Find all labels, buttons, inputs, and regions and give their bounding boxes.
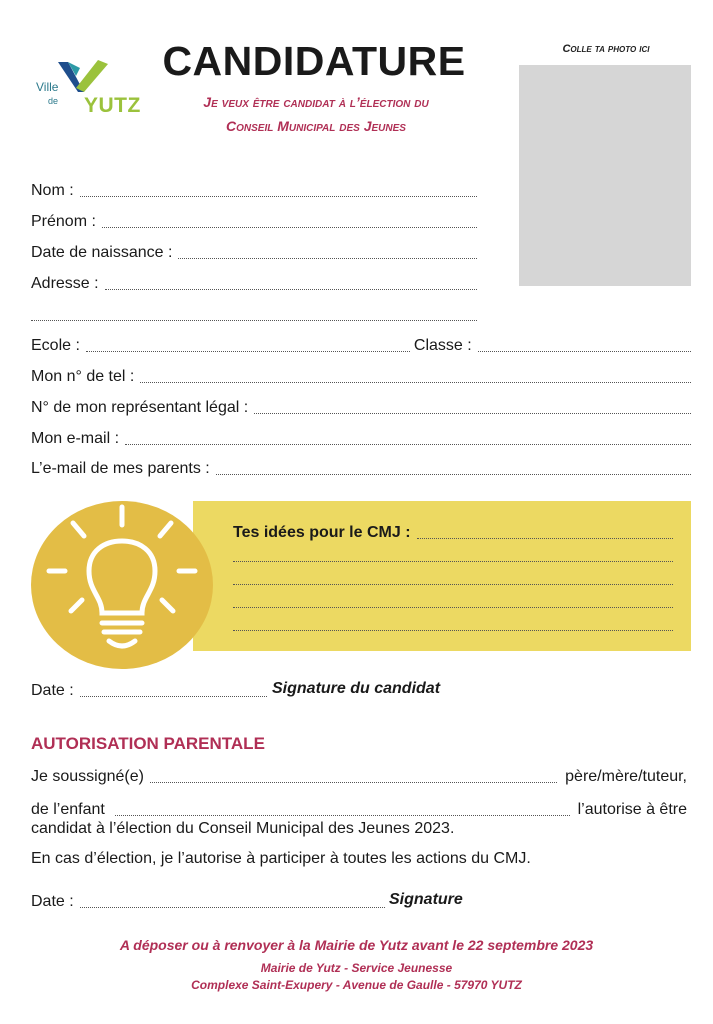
- classe-dots[interactable]: [478, 337, 691, 352]
- adresse-dots[interactable]: [105, 275, 477, 290]
- logo-y-mark: [54, 58, 124, 94]
- photo-label: Colle ta photo ici: [562, 43, 650, 55]
- lightbulb-icon: [31, 501, 213, 669]
- ideas-dots-3[interactable]: [233, 570, 673, 585]
- representant-label: N° de mon représentant légal :: [31, 399, 249, 416]
- subtitle-line2: Conseil Municipal des Jeunes: [226, 118, 406, 134]
- email-parents-label: L’e-mail de mes parents :: [31, 460, 210, 477]
- logo-yutz: YUTZ: [84, 94, 141, 117]
- ideas-dots-2[interactable]: [233, 547, 673, 562]
- soussigne-dots[interactable]: [150, 768, 557, 783]
- election-line: En cas d’élection, je l’autorise à participer à toutes les actions du CMJ.: [31, 850, 531, 867]
- adresse-field-line2[interactable]: [31, 302, 477, 324]
- ideas-field[interactable]: [233, 520, 673, 542]
- ideas-line-3[interactable]: [233, 566, 673, 588]
- nom-dots[interactable]: [80, 182, 477, 197]
- tel-dots[interactable]: [140, 368, 691, 383]
- logo-de: de: [48, 96, 59, 106]
- soussigne-row[interactable]: [31, 764, 687, 786]
- email-field[interactable]: [31, 426, 691, 448]
- tel-label: Mon n° de tel :: [31, 368, 135, 385]
- date-candidat-field[interactable]: [31, 678, 267, 700]
- date-naissance-label: Date de naissance :: [31, 244, 173, 261]
- date-parent-label: Date :: [31, 893, 74, 910]
- adresse-dots-2[interactable]: [31, 306, 477, 321]
- adresse-field[interactable]: [31, 271, 477, 293]
- footer-service: Mairie de Yutz - Service Jeunesse: [260, 961, 453, 975]
- signature-candidat-label: Signature du candidat: [272, 680, 441, 697]
- prenom-field[interactable]: [31, 209, 477, 231]
- adresse-label: Adresse :: [31, 275, 99, 292]
- tel-field[interactable]: [31, 364, 691, 386]
- footer-address: Complexe Saint-Exupery - Avenue de Gaulle - 57970 YUTZ: [191, 978, 522, 992]
- date-candidat-label: Date :: [31, 682, 74, 699]
- date-parent-dots[interactable]: [80, 893, 385, 908]
- enfant-row[interactable]: [31, 797, 687, 819]
- subtitle-line1: Je veux être candidat à l’élection du: [203, 94, 429, 110]
- nom-field[interactable]: [31, 178, 477, 200]
- ideas-dots-1[interactable]: [417, 524, 673, 539]
- date-naissance-dots[interactable]: [178, 244, 477, 259]
- email-parents-field[interactable]: [31, 456, 691, 478]
- enfant-dots[interactable]: [115, 801, 570, 816]
- page-title: CANDIDATURE: [162, 38, 466, 84]
- prenom-dots[interactable]: [102, 213, 477, 228]
- email-label: Mon e-mail :: [31, 430, 120, 447]
- candidat-line: candidat à l’élection du Conseil Municipal des Jeunes 2023.: [31, 820, 455, 837]
- ecole-dots[interactable]: [86, 337, 410, 352]
- prenom-label: Prénom :: [31, 213, 96, 230]
- ideas-line-5[interactable]: [233, 612, 673, 634]
- date-parent-field[interactable]: [31, 889, 385, 911]
- email-dots[interactable]: [125, 430, 691, 445]
- ecole-label: Ecole :: [31, 337, 80, 354]
- enfant-label: de l’enfant: [31, 801, 105, 818]
- classe-label: Classe :: [413, 337, 472, 354]
- nom-label: Nom :: [31, 182, 74, 199]
- ideas-line-2[interactable]: [233, 543, 673, 565]
- email-parents-dots[interactable]: [216, 460, 691, 475]
- parent-role-label: père/mère/tuteur,: [565, 768, 687, 785]
- signature-parent-label: Signature: [389, 891, 463, 908]
- representant-dots[interactable]: [254, 399, 691, 414]
- ecole-classe-row[interactable]: [31, 333, 691, 355]
- autorise-label: l’autorise à être: [577, 801, 687, 818]
- date-candidat-dots[interactable]: [80, 682, 267, 697]
- date-naissance-field[interactable]: [31, 240, 477, 262]
- photo-box[interactable]: [519, 65, 691, 286]
- ideas-dots-5[interactable]: [233, 616, 673, 631]
- logo-ville: Ville: [36, 80, 59, 94]
- representant-field[interactable]: [31, 395, 691, 417]
- ideas-line-4[interactable]: [233, 589, 673, 611]
- ideas-dots-4[interactable]: [233, 593, 673, 608]
- ideas-label: Tes idées pour le CMJ :: [233, 524, 411, 541]
- autorisation-title: AUTORISATION PARENTALE: [31, 734, 265, 753]
- yutz-logo: [36, 58, 141, 118]
- soussigne-label: Je soussigné(e): [31, 768, 144, 785]
- footer-deadline: A déposer ou à renvoyer à la Mairie de Yutz avant le 22 septembre 2023: [119, 937, 594, 953]
